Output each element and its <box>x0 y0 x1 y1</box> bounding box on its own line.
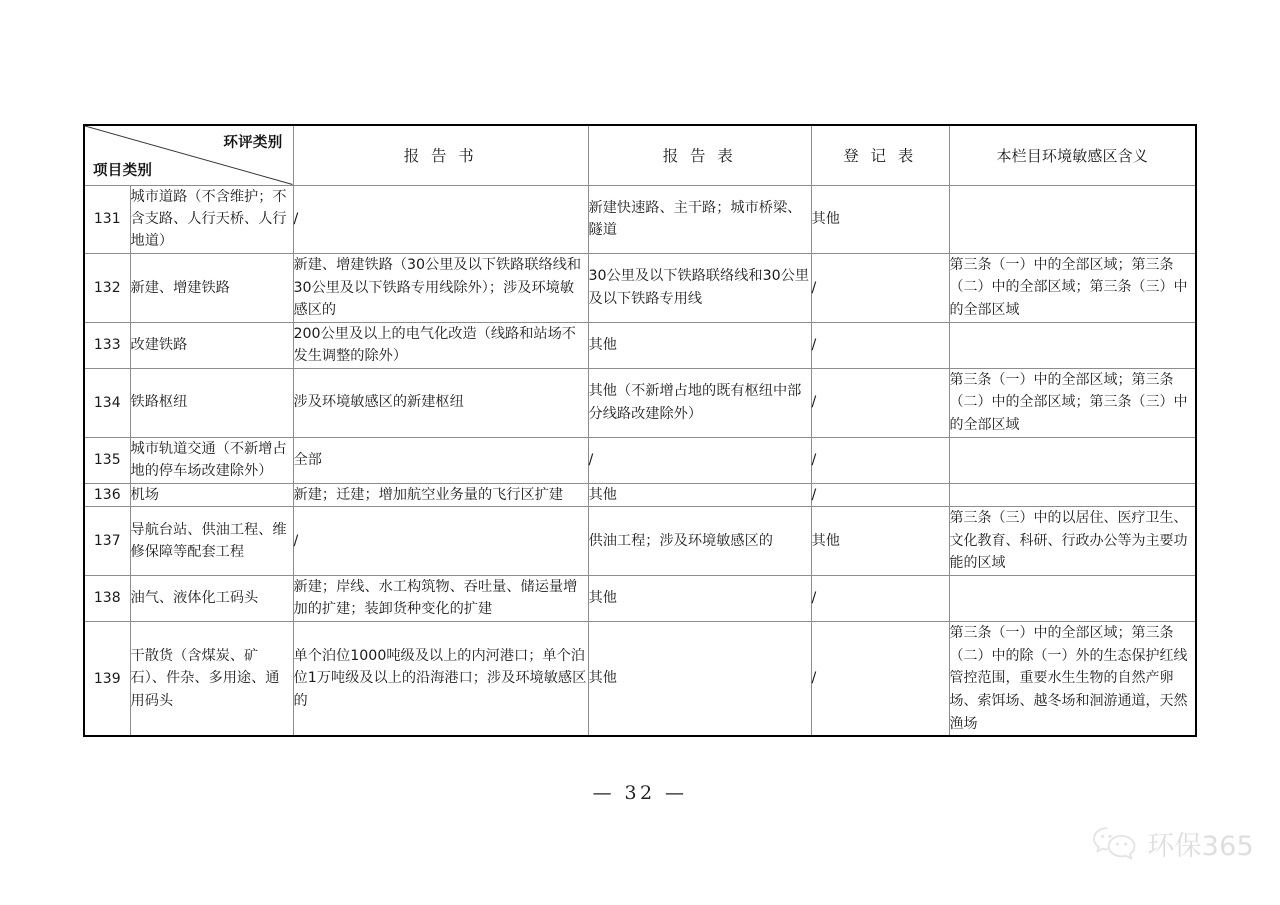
cell-sensitive-area <box>949 322 1196 368</box>
cell-project-category: 新建、增建铁路 <box>130 253 293 322</box>
cell-sensitive-area <box>949 576 1196 622</box>
cell-sensitive-area <box>949 483 1196 506</box>
cell-report-book: 涉及环境敏感区的新建枢纽 <box>293 368 588 437</box>
cell-report-form: 其他 <box>588 621 811 736</box>
cell-report-book: / <box>293 185 588 253</box>
page-number: — 32 — <box>592 782 688 804</box>
header-diagonal-cell <box>84 125 293 185</box>
row-number: 135 <box>84 437 130 483</box>
cell-report-book: 单个泊位1000吨级及以上的内河港口；单个泊位1万吨级及以上的沿海港口；涉及环境敏感区的 <box>293 621 588 736</box>
header-registration-form: 登 记 表 <box>811 125 949 185</box>
cell-report-book: 新建；迁建；增加航空业务量的飞行区扩建 <box>293 483 588 506</box>
cell-report-form: 供油工程；涉及环境敏感区的 <box>588 507 811 576</box>
cell-report-form: / <box>588 437 811 483</box>
table-row <box>84 621 1196 736</box>
cell-registration-form: / <box>811 483 949 506</box>
row-number: 137 <box>84 507 130 576</box>
cell-report-form: 其他 <box>588 576 811 622</box>
cell-sensitive-area: 第三条（一）中的全部区域；第三条（二）中的除（一）外的生态保护红线管控范围，重要水生生物的自然产卵场、索饵场、越冬场和洄游通道，天然渔场 <box>949 621 1196 736</box>
watermark <box>1092 824 1254 863</box>
cell-sensitive-area: 第三条（三）中的以居住、医疗卫生、文化教育、科研、行政办公等为主要功能的区域 <box>949 507 1196 576</box>
cell-report-book: 全部 <box>293 437 588 483</box>
cell-sensitive-area: 第三条（一）中的全部区域；第三条（二）中的全部区域；第三条（三）中的全部区域 <box>949 253 1196 322</box>
row-number: 131 <box>84 185 130 253</box>
cell-project-category: 改建铁路 <box>130 322 293 368</box>
cell-sensitive-area <box>949 185 1196 253</box>
cell-project-category: 油气、液体化工码头 <box>130 576 293 622</box>
cell-project-category: 导航台站、供油工程、维修保障等配套工程 <box>130 507 293 576</box>
cell-project-category: 干散货（含煤炭、矿石）、件杂、多用途、通用码头 <box>130 621 293 736</box>
eia-category-table <box>83 124 1197 737</box>
table-row <box>84 437 1196 483</box>
cell-sensitive-area: 第三条（一）中的全部区域；第三条（二）中的全部区域；第三条（三）中的全部区域 <box>949 368 1196 437</box>
row-number: 133 <box>84 322 130 368</box>
row-number: 132 <box>84 253 130 322</box>
row-number: 134 <box>84 368 130 437</box>
cell-registration-form: / <box>811 322 949 368</box>
cell-registration-form: 其他 <box>811 507 949 576</box>
cell-report-form: 其他 <box>588 322 811 368</box>
cell-report-book: / <box>293 507 588 576</box>
cell-registration-form: / <box>811 437 949 483</box>
cell-project-category: 铁路枢纽 <box>130 368 293 437</box>
table-row <box>84 368 1196 437</box>
cell-report-form: 其他 <box>588 483 811 506</box>
row-number: 136 <box>84 483 130 506</box>
cell-report-book: 新建、增建铁路（30公里及以下铁路联络线和30公里及以下铁路专用线除外）；涉及环境敏感区的 <box>293 253 588 322</box>
row-number: 139 <box>84 621 130 736</box>
header-label-project-category: 项目类别 <box>93 162 153 179</box>
cell-project-category: 城市轨道交通（不新增占地的停车场改建除外） <box>130 437 293 483</box>
watermark-text: 环保365 <box>1147 831 1254 862</box>
table-header <box>84 125 1196 185</box>
table-row <box>84 253 1196 322</box>
cell-registration-form: / <box>811 576 949 622</box>
cell-registration-form: / <box>811 253 949 322</box>
cell-report-book: 200公里及以上的电气化改造（线路和站场不发生调整的除外） <box>293 322 588 368</box>
table-row <box>84 576 1196 622</box>
header-row <box>84 125 1196 185</box>
cell-project-category: 机场 <box>130 483 293 506</box>
cell-project-category: 城市道路（不含维护；不含支路、人行天桥、人行地道） <box>130 185 293 253</box>
cell-registration-form: / <box>811 368 949 437</box>
table-row <box>84 322 1196 368</box>
header-report-book: 报 告 书 <box>293 125 588 185</box>
cell-report-book: 新建；岸线、水工构筑物、吞吐量、储运量增加的扩建；装卸货种变化的扩建 <box>293 576 588 622</box>
header-label-eia-category: 环评类别 <box>223 135 283 151</box>
cell-registration-form: 其他 <box>811 185 949 253</box>
table-row <box>84 507 1196 576</box>
table-row <box>84 185 1196 253</box>
cell-sensitive-area <box>949 437 1196 483</box>
row-number: 138 <box>84 576 130 622</box>
cell-report-form: 新建快速路、主干路；城市桥梁、隧道 <box>588 185 811 253</box>
header-sensitive-area-meaning: 本栏目环境敏感区含义 <box>949 125 1196 185</box>
wechat-icon <box>1092 825 1138 863</box>
header-report-form: 报 告 表 <box>588 125 811 185</box>
table-body <box>84 185 1196 736</box>
cell-report-form: 其他（不新增占地的既有枢纽中部分线路改建除外） <box>588 368 811 437</box>
table-row <box>84 483 1196 506</box>
cell-report-form: 30公里及以下铁路联络线和30公里及以下铁路专用线 <box>588 253 811 322</box>
cell-registration-form: / <box>811 621 949 736</box>
eia-category-table-wrap <box>83 124 1195 737</box>
